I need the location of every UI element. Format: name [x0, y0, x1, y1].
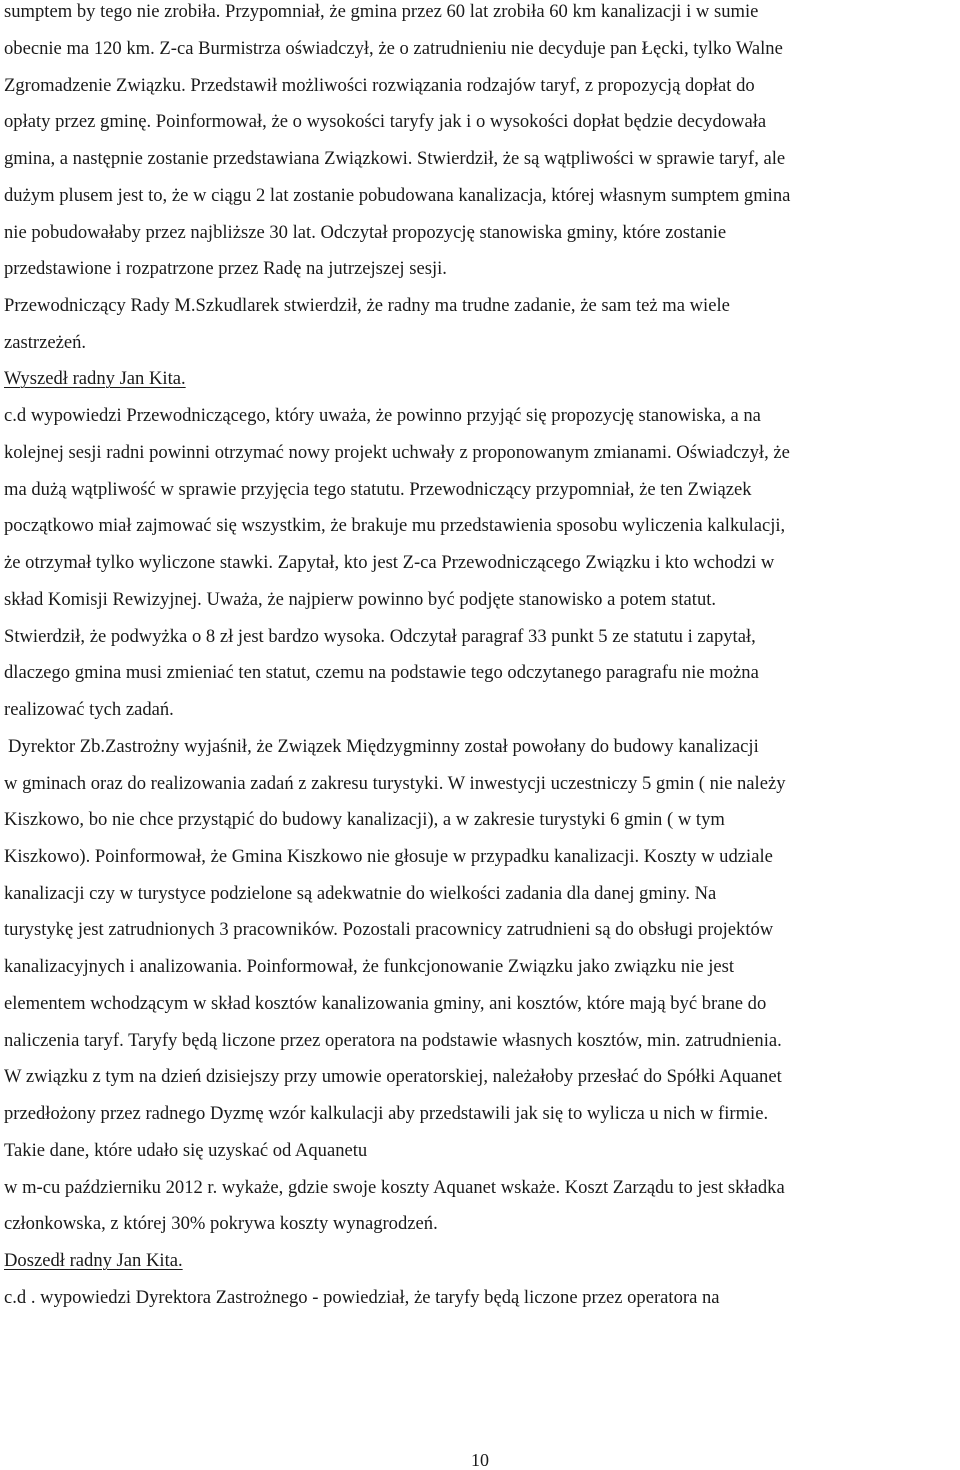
text-line-underlined: Doszedł radny Jan Kita.: [4, 1250, 183, 1271]
text-line: kanalizacji czy w turystyce podzielone są adekwatnie do wielkości zadania dla danej gminy. Na: [4, 883, 717, 904]
text-line: zastrzeżeń.: [4, 332, 87, 353]
text-line: dlaczego gmina musi zmieniać ten statut, czemu na podstawie tego odczytanego paragrafu nie można: [4, 662, 759, 683]
text-line: Zgromadzenie Związku. Przedstawił możliwości rozwiązania rodzajów taryf, z propozycją dopłat do: [4, 75, 755, 96]
text-line: początkowo miał zajmować się wszystkim, że brakuje mu przedstawienia sposobu wyliczenia kalkulacji,: [4, 515, 786, 536]
text-line: Kiszkowo, bo nie chce przystąpić do budowy kanalizacji), a w zakresie turystyki 6 gmin ( w tym: [4, 809, 725, 830]
text-line: realizować tych zadań.: [4, 699, 174, 720]
text-line: naliczenia taryf. Taryfy będą liczone przez operatora na podstawie własnych kosztów, min. zatrudnienia.: [4, 1030, 782, 1051]
text-line: Kiszkowo). Poinformował, że Gmina Kiszkowo nie głosuje w przypadku kanalizacji. Koszty w udziale: [4, 846, 773, 867]
page-number: 10: [471, 1450, 489, 1470]
text-line: przedłożony przez radnego Dyzmę wzór kalkulacji aby przedstawili jak się to wylicza u nich w firmie.: [4, 1103, 769, 1124]
text-line: c.d . wypowiedzi Dyrektora Zastrożnego - powiedział, że taryfy będą liczone przez operatora na: [4, 1287, 720, 1308]
text-line: gmina, a następnie zostanie przedstawiana Związkowi. Stwierdził, że są wątpliwości w sprawie taryf, ale: [4, 148, 786, 169]
text-line: że otrzymał tylko wyliczone stawki. Zapytał, kto jest Z-ca Przewodniczącego Związku i kto wchodzi w: [4, 552, 775, 573]
text-line: Stwierdził, że podwyżka o 8 zł jest bardzo wysoka. Odczytał paragraf 33 punkt 5 ze statutu i zapytał,: [4, 626, 756, 647]
text-line-underlined: Wyszedł radny Jan Kita.: [4, 368, 186, 389]
text-line: przedstawione i rozpatrzone przez Radę na jutrzejszej sesji.: [4, 258, 447, 279]
text-line: W związku z tym na dzień dzisiejszy przy umowie operatorskiej, należałoby przesłać do Spółki Aquanet: [4, 1066, 782, 1087]
text-line: c.d wypowiedzi Przewodniczącego, który uważa, że powinno przyjąć się propozycję stanowiska, a na: [4, 405, 761, 426]
text-line: obecnie ma 120 km. Z-ca Burmistrza oświadczył, że o zatrudnieniu nie decyduje pan Łęcki, tylko Walne: [4, 38, 783, 59]
text-line: elementem wchodzącym w skład kosztów kanalizowania gminy, ani kosztów, które mają być brane do: [4, 993, 767, 1014]
text-line: opłaty przez gminę. Poinformował, że o wysokości taryfy jak i o wysokości dopłat będzie decydowała: [4, 111, 767, 132]
text-line: w gminach oraz do realizowania zadań z zakresu turystyki. W inwestycji uczestniczy 5 gmin ( nie należy: [4, 773, 786, 794]
text-line: Przewodniczący Rady M.Szkudlarek stwierdził, że radny ma trudne zadanie, że sam też ma wiele: [4, 295, 730, 316]
text-line: członkowska, z której 30% pokrywa koszty wynagrodzeń.: [4, 1213, 438, 1234]
text-line: turystykę jest zatrudnionych 3 pracowników. Pozostali pracownicy zatrudnieni są do obsługi projektów: [4, 919, 774, 940]
text-line: kanalizacyjnych i analizowania. Poinformował, że funkcjonowanie Związku jako związku nie jest: [4, 956, 735, 977]
text-line: w m-cu październiku 2012 r. wykaże, gdzie swoje koszty Aquanet wskaże. Koszt Zarządu to jest składka: [4, 1177, 785, 1198]
text-line: nie pobudowałaby przez najbliższe 30 lat. Odczytał propozycję stanowiska gminy, które zostanie: [4, 222, 727, 243]
text-line: dużym plusem jest to, że w ciągu 2 lat zostanie pobudowana kanalizacja, której własnym sumptem gmina: [4, 185, 791, 206]
text-line: sumptem by tego nie zrobiła. Przypomniał, że gmina przez 60 lat zrobiła 60 km kanalizacji i w sumie: [4, 1, 759, 22]
text-line: kolejnej sesji radni powinni otrzymać nowy projekt uchwały z proponowanym zmianami. Oświadczył, że: [4, 442, 790, 463]
text-line: Takie dane, które udało się uzyskać od Aquanetu: [4, 1140, 368, 1161]
text-line: skład Komisji Rewizyjnej. Uważa, że najpierw powinno być podjęte stanowisko a potem statut.: [4, 589, 717, 610]
text-line: ma dużą wątpliwość w sprawie przyjęcia tego statutu. Przewodniczący przypomniał, że ten Związek: [4, 479, 752, 500]
text-line: Dyrektor Zb.Zastrożny wyjaśnił, że Związek Międzygminny został powołany do budowy kanalizacji: [8, 736, 759, 757]
